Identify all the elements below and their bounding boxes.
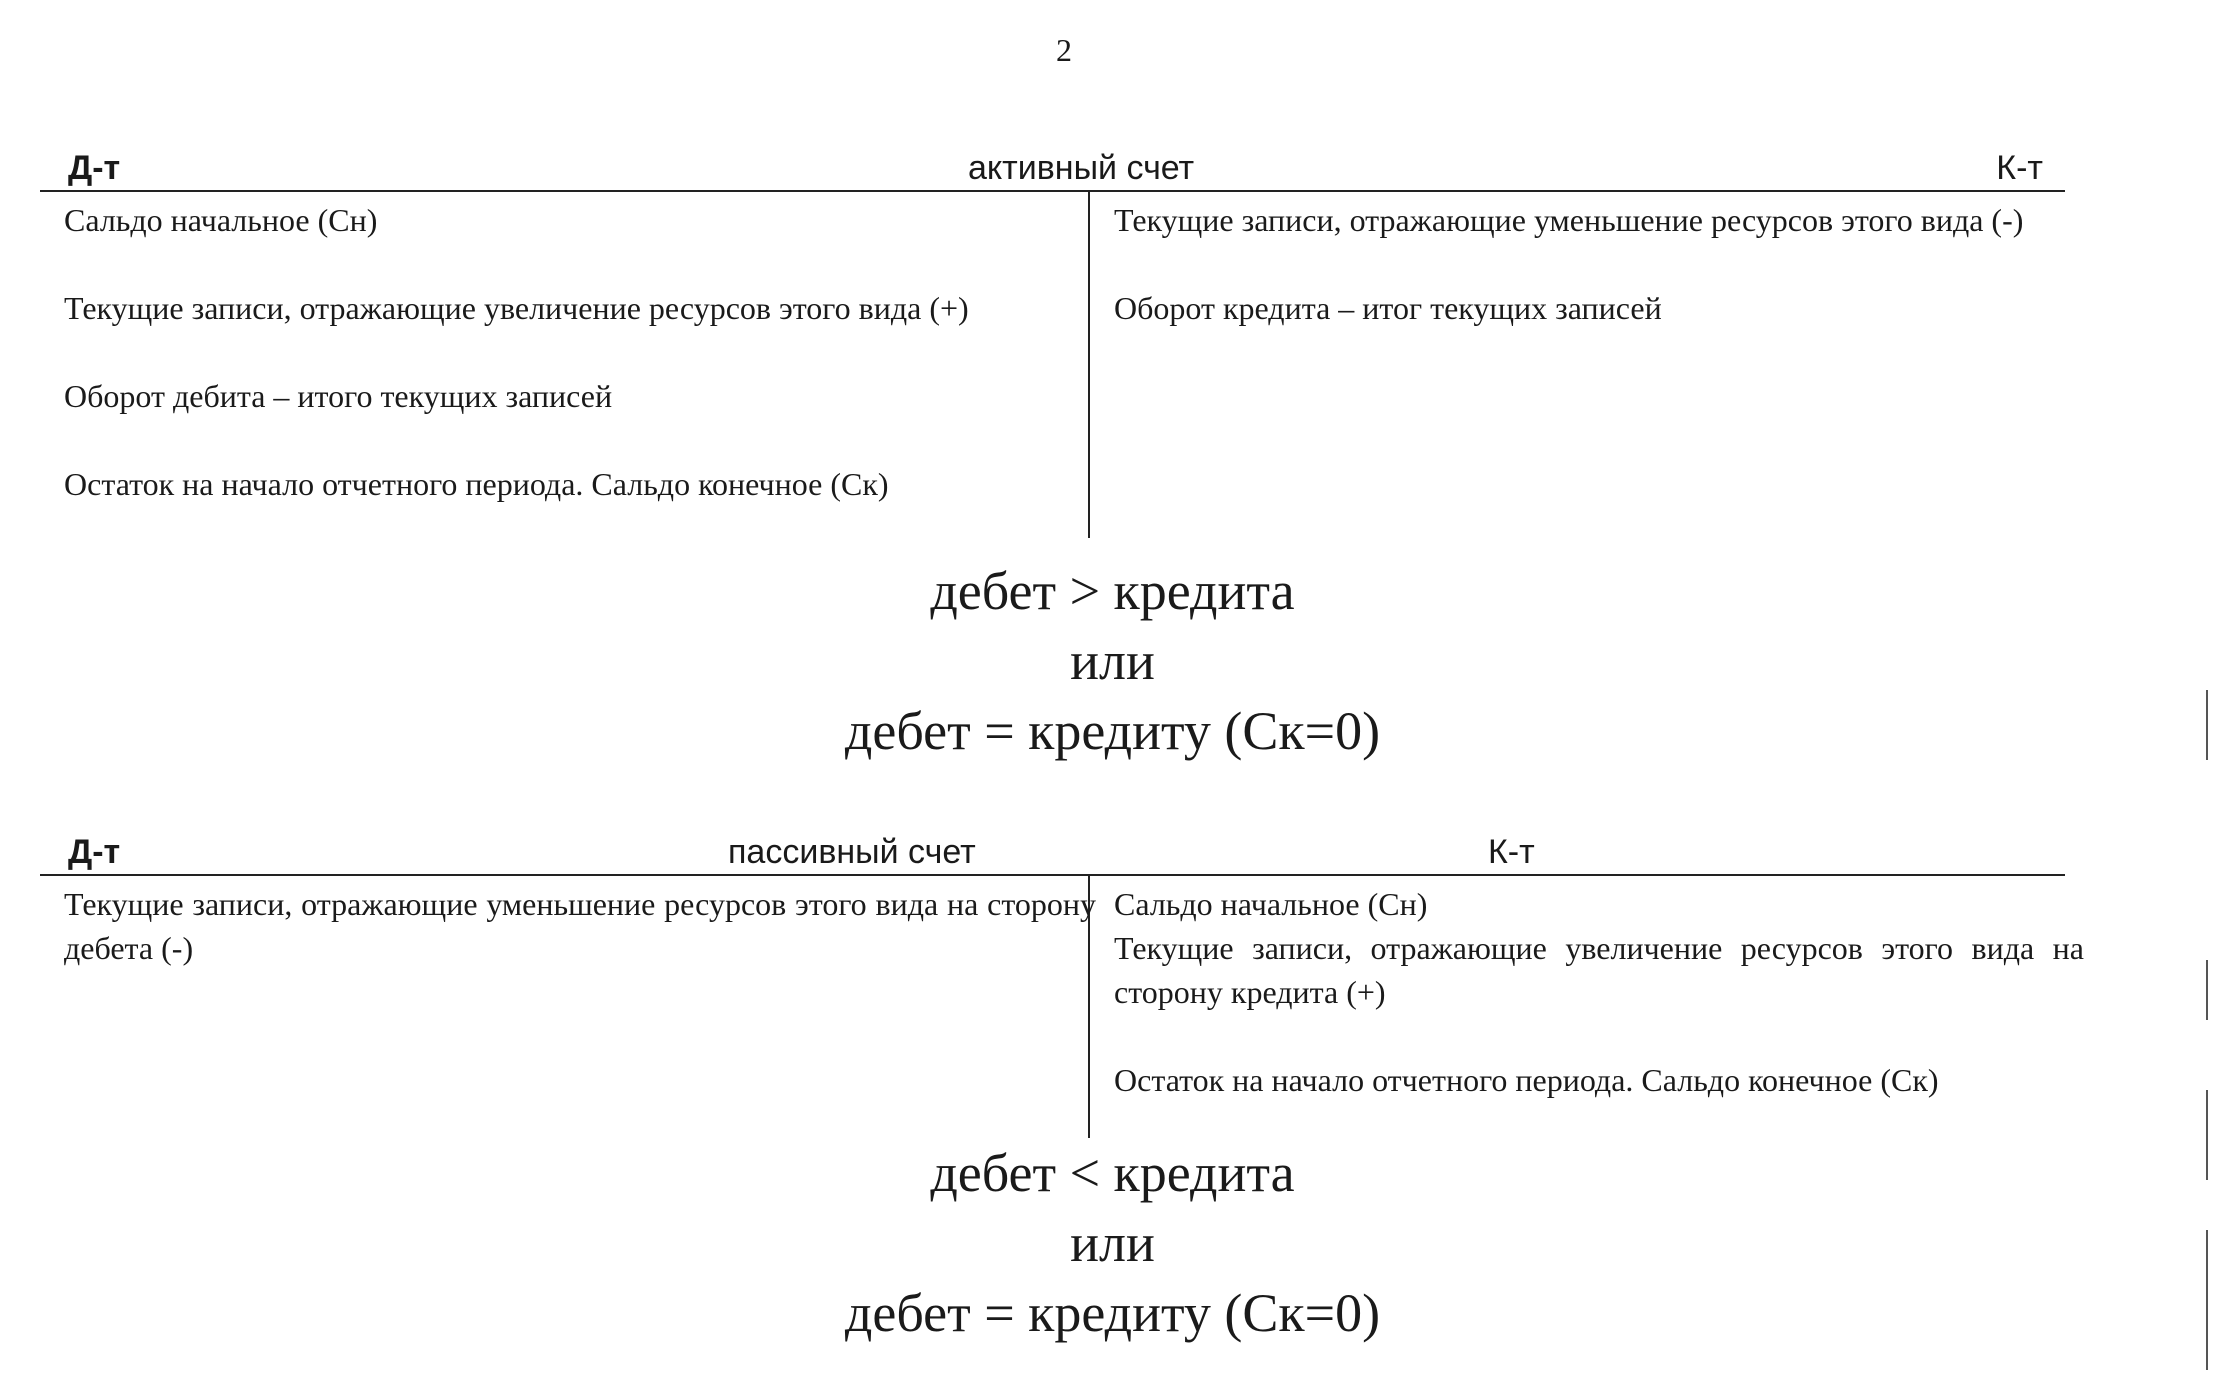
passive-account-title: пассивный счет: [728, 833, 976, 871]
passive-formula-line: дебет = кредиту (Ск=0): [844, 1283, 1381, 1343]
active-debit-entry: Остаток на начало отчетного периода. Сальдо конечное (Ск): [64, 466, 889, 502]
passive-formula-line: или: [1070, 1213, 1155, 1273]
active-debit-column: [64, 198, 1096, 506]
scan-edge-mark: [2206, 960, 2208, 1020]
passive-formula: [0, 1138, 2225, 1348]
passive-account-header: [40, 832, 2065, 876]
active-credit-entry: Текущие записи, отражающие уменьшение ресурсов этого вида (-): [1114, 202, 2024, 238]
scan-edge-mark: [2206, 690, 2208, 760]
active-formula-line: дебет > кредита: [930, 561, 1295, 621]
active-credit-column: [1114, 198, 2084, 330]
active-debit-entry: Текущие записи, отражающие увеличение ресурсов этого вида (+): [64, 290, 969, 326]
active-credit-label: К-т: [1996, 149, 2043, 187]
passive-account-table: [40, 832, 2084, 1098]
passive-credit-entry: Текущие записи, отражающие увеличение ресурсов этого вида на сторону кредита (+): [1114, 930, 2084, 1010]
page-number: 2: [1056, 32, 1072, 68]
active-account-table: [40, 148, 2065, 502]
passive-debit-entry: Текущие записи, отражающие уменьшение ресурсов этого вида на сторону дебета (-): [64, 886, 1096, 966]
passive-debit-column: [64, 882, 1096, 970]
active-account-header: [40, 148, 2065, 192]
scan-edge-mark: [2206, 1090, 2208, 1180]
active-formula-line: или: [1070, 631, 1155, 691]
passive-credit-entry: Сальдо начальное (Сн): [1114, 886, 1428, 922]
active-account-title: активный счет: [968, 149, 1195, 187]
passive-debit-label: Д-т: [68, 833, 121, 871]
active-debit-entry: Оборот дебита – итого текущих записей: [64, 378, 613, 414]
active-credit-entry: Оборот кредита – итог текущих записей: [1114, 290, 1662, 326]
active-debit-entry: Сальдо начальное (Сн): [64, 202, 378, 238]
passive-credit-column: [1114, 882, 2084, 1102]
passive-credit-label: К-т: [1488, 833, 1535, 871]
active-formula: [0, 556, 2225, 766]
passive-formula-line: дебет < кредита: [930, 1143, 1295, 1203]
active-debit-label: Д-т: [68, 149, 121, 187]
active-formula-line: дебет = кредиту (Ск=0): [844, 701, 1381, 761]
scan-edge-mark: [2206, 1230, 2208, 1370]
passive-credit-entry: Остаток на начало отчетного периода. Сальдо конечное (Ск): [1114, 1062, 1939, 1098]
